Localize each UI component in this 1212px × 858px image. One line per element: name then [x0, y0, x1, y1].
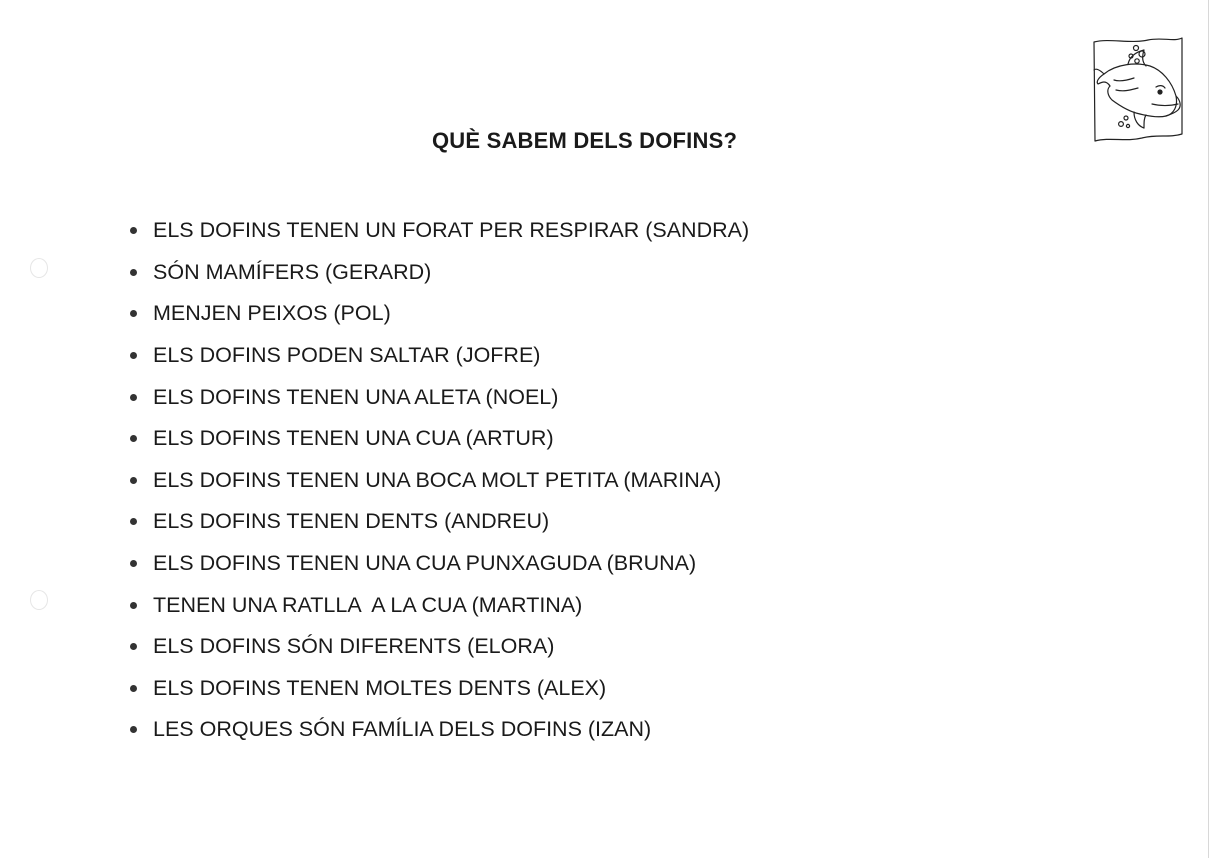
list-item-text: LES ORQUES SÓN FAMÍLIA DELS DOFINS (IZAN) — [153, 717, 652, 742]
list-item — [120, 335, 749, 377]
bullet-icon — [130, 352, 137, 359]
list-item-text: SÓN MAMÍFERS (GERARD) — [153, 259, 432, 284]
bullet-icon — [130, 685, 137, 692]
list-item-text: ELS DOFINS TENEN UN FORAT PER RESPIRAR (SANDRA) — [153, 218, 750, 243]
punch-hole-bottom — [30, 590, 48, 610]
list-item — [120, 709, 749, 751]
bullet-icon — [130, 435, 137, 442]
punch-hole-top — [30, 258, 48, 278]
bullet-icon — [130, 643, 137, 650]
list-item-text: TENEN UNA RATLLA A LA CUA (MARTINA) — [153, 592, 583, 617]
list-item — [120, 418, 749, 460]
list-item-text: ELS DOFINS PODEN SALTAR (JOFRE) — [153, 343, 541, 368]
list-item — [120, 501, 749, 543]
bullet-icon — [130, 269, 137, 276]
list-item — [120, 543, 749, 585]
list-item-text: MENJEN PEIXOS (POL) — [153, 301, 391, 326]
list-item-text: ELS DOFINS TENEN UNA BOCA MOLT PETITA (MARINA) — [153, 467, 722, 492]
list-item-text: ELS DOFINS TENEN DENTS (ANDREU) — [153, 509, 550, 534]
list-item — [120, 293, 749, 335]
bullet-icon — [130, 477, 137, 484]
bullet-icon — [130, 310, 137, 317]
list-item — [120, 210, 749, 252]
list-item — [120, 252, 749, 294]
bullet-icon — [130, 227, 137, 234]
dolphin-icon — [1090, 34, 1186, 146]
list-item-text: ELS DOFINS SÓN DIFERENTS (ELORA) — [153, 634, 555, 659]
facts-list — [120, 210, 749, 751]
bullet-icon — [130, 602, 137, 609]
dolphin-illustration — [1090, 34, 1186, 146]
list-item — [120, 584, 749, 626]
list-item-text: ELS DOFINS TENEN UNA ALETA (NOEL) — [153, 384, 559, 409]
list-item — [120, 626, 749, 668]
bullet-icon — [130, 518, 137, 525]
list-item — [120, 376, 749, 418]
page-edge — [1208, 0, 1209, 858]
list-item-text: ELS DOFINS TENEN UNA CUA (ARTUR) — [153, 426, 554, 451]
list-item-text: ELS DOFINS TENEN UNA CUA PUNXAGUDA (BRUNA) — [153, 551, 697, 576]
list-item-text: ELS DOFINS TENEN MOLTES DENTS (ALEX) — [153, 675, 607, 700]
page-title: QUÈ SABEM DELS DOFINS? — [432, 128, 738, 153]
list-item — [120, 668, 749, 710]
bullet-icon — [130, 726, 137, 733]
bullet-icon — [130, 560, 137, 567]
list-item — [120, 460, 749, 502]
bullet-icon — [130, 394, 137, 401]
